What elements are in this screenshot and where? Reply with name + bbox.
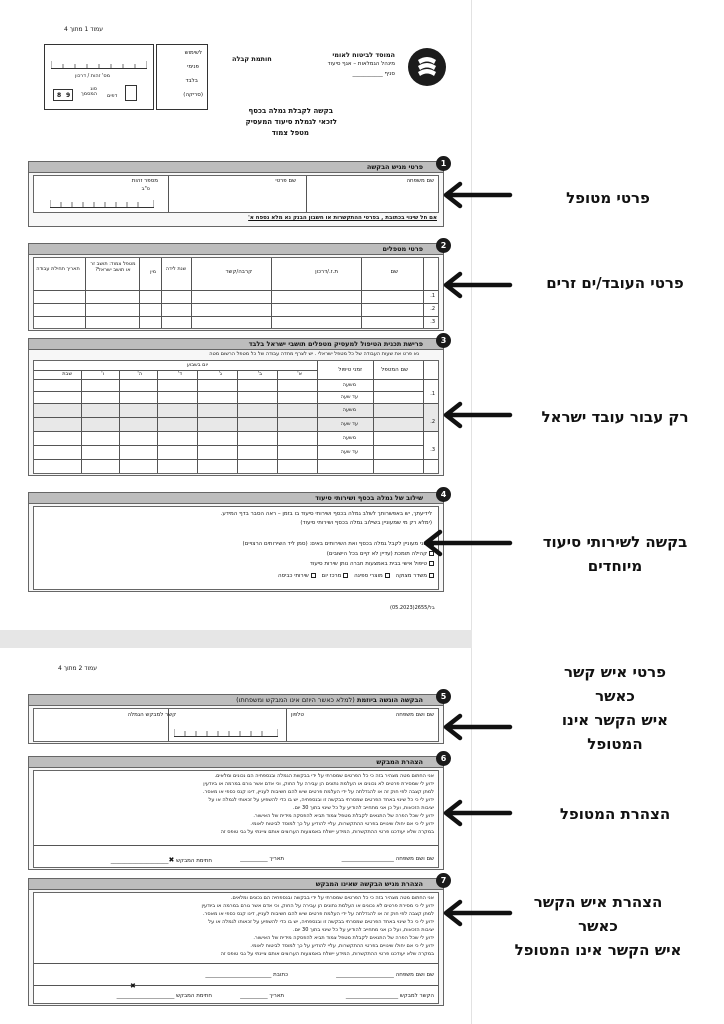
internal-use-box: לשימוש פנימי בלבד (סריקה) (156, 44, 208, 110)
section-1-note: אם חל שינוי בכתובת , בפרטי ההתקשרות או חשבון הבנק נא מלא נספח א' (248, 215, 437, 221)
section-4-number: 4 (436, 487, 451, 502)
col-start-date: תאריך תחילת עבודה (36, 266, 80, 272)
week-day-label: יום בשבוע (186, 362, 208, 368)
arrow-left-icon (440, 798, 514, 828)
relation-to-applicant-field[interactable]: הקשר למבקש ___________________ (345, 993, 434, 999)
row-num-1: 1. (430, 293, 435, 299)
col-resident-type: מטפל צמוד: תושב זר או תושב ישראל? (90, 261, 136, 274)
declaration-text-6: אני החתום מטה מצהיר בזה כי כל הפרטים שמסרתי על ידי בבקשת הגמלה ובנספחיה הם נכונים ומלאים. ידוע לי שמסירת פרטים לא נכונים או העלמת נתונים הן עבירה על החוק, וכי אדם אשר גורם במרמה או ביודעין למתן קצבה לפי חוק זה או להגדלתה על ידי העלמת פרטים שיש להם חשיבות לעניין, דינו קנס כספי או מאסר. ידוע לי כי כל שינוי באחד הפרטים שמסרתי בבקשה זו ובנספחיה, יש בו כדי להשפיע על זכאותי לגמלה או על יציבות הזכאות, ועל כן אני מתחייב להודיע על כל שינוי בתוך 30 יום. ידוע לי שכל הפרה של התנאים לקבלת מטפל צמוד תביא להפסקה מידית של האישור. ידוע לי כי אם יחולו שינויים בפרטי ההתקשרות, עליי להודיע על כך למוסד לביטוח לאומי. במקרה שלא יעודכנו פרטי ההתקשרות, המידע יישלח באמצעות הערוצים אותם ציינתי על גבי טופס זה שם ושם משפחה ___________________ תאריך __________ חתימת המבקש ✖_____________________ (33, 770, 439, 868)
col-birth-year: שנת לידה (165, 266, 187, 272)
section-3-title: פרישת תכנית הטיפול למעסיק מטפלים תושבי ישראל בלבד (248, 340, 423, 348)
form-code: בל/2655(05.2023) (390, 605, 435, 611)
applicant-id-cells[interactable] (50, 200, 154, 208)
first-name-label: שם פרטי (275, 178, 296, 184)
annotation-foreign-workers: פרטי העובד/ים זרים (546, 274, 684, 292)
section-1-number: 1 (436, 156, 451, 171)
form-page-2 (0, 648, 472, 1024)
section-5-initiator: הבקשה הוגשה ביוזמת (למלא כאשר היוזם אינו המבקש ומשפחתו) 5 שם ושם משפחה טלפון קשר למבקש הגמלה (28, 694, 444, 744)
sign-date-field[interactable]: תאריך __________ (240, 856, 284, 862)
annotation-patient-declaration: הצהרת המטופל (559, 805, 671, 823)
col-care-times: זמני טיפול (338, 367, 362, 373)
pages-cell[interactable] (125, 85, 137, 101)
col-name: שם (390, 269, 398, 275)
annotation-patient-details: פרטי מטופל (566, 189, 650, 207)
page-number: עמוד 1 מתוך 4 (64, 26, 104, 33)
checkbox-home-care[interactable]: טיפול אישי בבית באמצעות חברה נותן שירות סיעוד (310, 561, 434, 568)
col-id-passport: ת.ז./דרכון (315, 269, 338, 275)
section-5-number: 5 (436, 689, 451, 704)
section-7-title: הצהרת מגיש הבקשה שאינו המבקש (315, 880, 423, 888)
checkbox-combined[interactable]: אני מעוניין לקבל גמלה בכסף ואת השירותים באים: (סמן ליד השירותים הרצויים) (243, 541, 434, 548)
section-2-caregivers (28, 241, 447, 331)
last-name-label: שם משפחה (406, 178, 434, 184)
annotation-special-services: בקשה לשירותי סיעוד מיוחדים (542, 533, 688, 575)
section-6-number: 6 (436, 751, 451, 766)
section-7-submitter-declaration (28, 876, 447, 1006)
arrow-left-icon (420, 528, 514, 558)
relation-label: קשר למבקש הגמלה (127, 712, 176, 718)
sign-mark-icon-7: ✖ (130, 982, 136, 990)
section-6-title: הצהרת המבקש (376, 758, 423, 766)
submitter-signature-field[interactable]: חתימת המבקש _____________________ (116, 993, 212, 999)
section-3-instruction: נא פרט את שעות העבודה של כל מטפל ישראלי . יש לצרף מחדה עבודה של כל מטפל הרשום מטה (209, 351, 419, 357)
arrow-left-icon (440, 712, 514, 742)
org-branch: סניף ___________ (352, 71, 395, 77)
applicant-signature-field[interactable]: חתימת המבקש ✖_____________________ (110, 856, 212, 864)
form-title-line-2: לזכאי לגמלת סיעוד המעסיק (245, 118, 337, 126)
section-4-title: שילוב של גמלה בכסף ושירותי סיעוד (315, 494, 423, 502)
col-caregiver: שם המטפל (381, 367, 408, 373)
section-3-care-schedule (28, 336, 447, 476)
services-checkbox-row[interactable]: משדר מצוקה מוצרי ספיגה מרכז יום שירותי כביסה (278, 573, 434, 580)
id-number-label: מספר זהות (131, 178, 158, 184)
annotation-contact-details: פרטי איש קשר כאשר איש הקשר אינו המטופל (561, 663, 669, 753)
section-2-title: פרטי מטפלים (382, 245, 423, 253)
form-page-1 (0, 0, 472, 630)
receipt-stamp-label: חותמת קבלה (232, 55, 272, 63)
arrow-left-icon (440, 270, 514, 300)
id-digit-cells[interactable] (51, 61, 147, 69)
declaration-text-7: אני החתום מטה מצהיר בזה כי כל הפרטים שמסרתי על ידי בבקשה ובנספחיה הם נכונים ומלאים. ידוע לי כי מסירת פרטים לא נכונים או העלמת נתונים הן עבירה על החוק, וכי אדם אשר גורם במרמה או ביודעין למתן קצבה לפי חוק זה או להגדלתה על ידי העלמת פרטים שיש להם חשיבות לעניין, דינו קנס כספי או מאסר. ידוע לי כי כל שינוי באחד הפרטים שמסרתי בבקשה זו ובנספחיה, יש בו כדי להשפיע על זכאותו לגמלה או על יציבות הזכאות, ועל כן אני מתחייב להודיע על כל שינוי בתוך 30 יום. ידוע לי שכל הפרה של התנאים לקבלת מטפל צמוד תביא להפסקה מידית של האישור. ידוע לי כי אם יחולו שינויים בפרטי ההתקשרות, עליי להודיע על כך למוסד לביטוח לאומי. במקרה שלא יעודכנו פרטי ההתקשרות, המידע יישלח באמצעות הערוצים אותם ציינתי על גבי טופס זה שם ושם משפחה _____________________ כתובת ________________________ הקשר למבקש ___________________ תאריך __________ חתימת המבקש _____________________ ✖ (33, 892, 439, 1004)
col-gender: מין (150, 269, 156, 275)
arrow-left-icon (440, 180, 514, 210)
section-3-number: 3 (436, 333, 451, 348)
form-title-line-3: מטפל צמוד (271, 129, 309, 137)
form-title-line-1: בקשה לקבלת גמלה בכסף (248, 107, 333, 115)
section-2-number: 2 (436, 238, 451, 253)
sign-mark-icon: ✖ (168, 856, 175, 864)
national-insurance-logo (408, 48, 446, 86)
initiator-phone-label: טלפון (290, 712, 304, 718)
phone-digit-cells[interactable] (174, 729, 278, 737)
arrow-left-icon (440, 898, 514, 928)
section-7-number: 7 (436, 873, 451, 888)
section-1-applicant: פרטי מגיש הבקשה 1 שם משפחה שם פרטי מספר זהות ס"ב אם חל שינוי בכתובת , בפרטי ההתקשרות או חשבון הבנק נא מלא נספח א' (28, 161, 444, 227)
section-5-title: הבקשה הוגשה ביוזמת (357, 696, 423, 704)
submitter-address-field[interactable]: כתובת ________________________ (205, 972, 288, 978)
checkbox-support-community[interactable]: קהילה תומכת (עדיין לא קיים בכל הישובים) (327, 551, 434, 558)
caregivers-table (33, 257, 439, 329)
org-name: המוסד לביטוח לאומי (332, 51, 395, 59)
schedule-table: שם המטפל זמני טיפול יום בשבוע א' ב' ג' ד' ה' ו' שבת 1. משעה עד שעה 2. משעה עד שעה 3. משעה עד שעה (33, 360, 439, 474)
submitter-date-field[interactable]: תאריך __________ (240, 993, 284, 999)
row-num-2: 2. (430, 306, 435, 312)
annotation-contact-declaration: הצהרת איש הקשר כאשר איש הקשר אינו המטופל (514, 893, 682, 959)
page-number-2: עמוד 2 מתוך 4 (58, 665, 98, 672)
initiator-name-label: שם ושם משפחה (395, 712, 434, 718)
submitter-name-field[interactable]: שם ושם משפחה _____________________ (336, 972, 434, 978)
annotation-israeli-worker: רק עבור עובד ישראל (541, 408, 689, 426)
section-6-applicant-declaration (28, 754, 447, 870)
org-dept: מינהל הגמלאות – אגף סיעוד (327, 61, 395, 67)
arrow-left-icon (440, 400, 514, 430)
document-id-box: מס' זהות / דרכון 8 9 סוג המסמך דפים (44, 44, 154, 110)
sign-name-field[interactable]: שם ושם משפחה ___________________ (341, 856, 434, 862)
page-separator (0, 630, 472, 648)
logo-emblem-icon (408, 48, 446, 86)
section-1-title: פרטי מגיש הבקשה (366, 163, 423, 171)
col-relation: קרבה/קשר (225, 269, 252, 275)
section-4-combined-benefit: שילוב של גמלה בכסף ושירותי סיעוד 4 לידיעתך, יש באפשרותך לשלב גמלה בכסף ושירותי סיעוד בו בזמן – ראה הסבר בדף המידע. (ימלא רק מי שמעוניין בשילוב גמלה בכסף ושירותי סיעוד) אני מעוניין לקבל גמלה בכסף ואת השירותים באים: (סמן ליד השירותים הרצויים) קהילה תומכת (עדיין לא קיים בכל הישובים) טיפול אישי בבית באמצעות חברה נותן שירות סיעוד משדר מצוקה מוצרי ספיגה מרכז יום שירותי כביסה (28, 492, 444, 592)
doc-type-cells: 8 9 (53, 89, 73, 101)
row-num-3: 3. (430, 319, 435, 325)
